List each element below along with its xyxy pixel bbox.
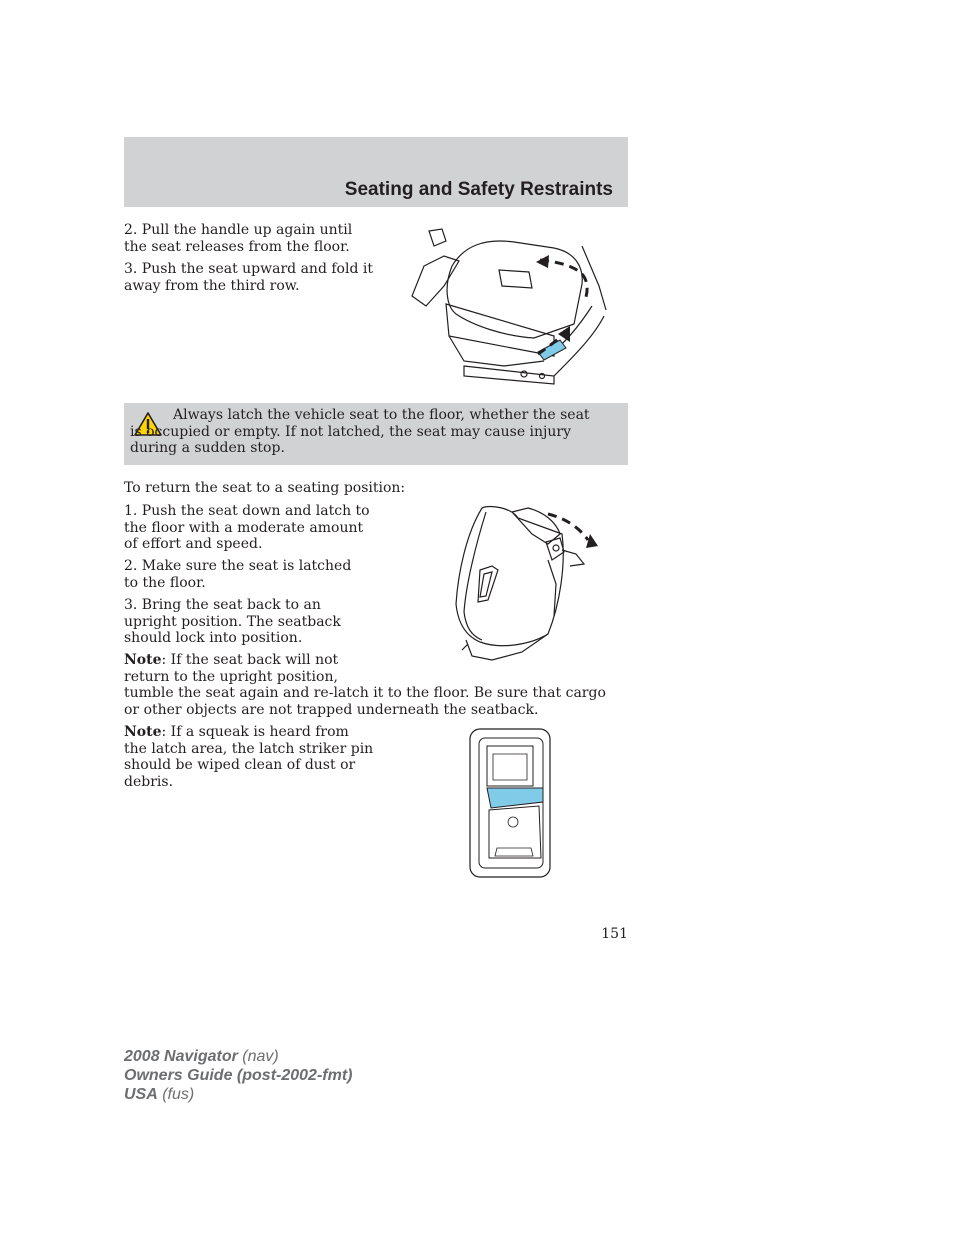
- return-step-1: 1. Push the seat down and latch to the floor with a moderate amount of effort and speed.: [124, 503, 370, 552]
- latch-striker-illustration: [469, 728, 553, 880]
- note-1-label: Note: [124, 652, 162, 668]
- note-1-text-a: : If the seat back will not return to the upright position,: [124, 652, 339, 685]
- footer-model-code: (nav): [237, 1048, 279, 1065]
- footer-guide: Owners Guide (post-2002-fmt): [124, 1067, 353, 1084]
- warning-text: Always latch the vehicle seat to the floor, whether the seat is occupied or empty. If not latched, the seat may cause injury during a sudden stop.: [130, 407, 590, 456]
- section-header: [124, 137, 628, 207]
- seat-fold-illustration: [404, 226, 610, 386]
- page-number: 151: [601, 926, 628, 942]
- note-1-continuation: tumble the seat again and re-latch it to the floor. Be sure that cargo or other objects are not trapped underneath the seatback.: [124, 685, 606, 718]
- section-title: Seating and Safety Restraints: [344, 179, 613, 200]
- seat-return-illustration: [452, 504, 602, 664]
- note-2: [124, 724, 374, 790]
- document-footer: [124, 1047, 352, 1104]
- warning-box: [124, 403, 628, 465]
- return-step-2: 2. Make sure the seat is latched to the floor.: [124, 558, 352, 591]
- note-2-text: : If a squeak is heard from the latch area, the latch striker pin should be wiped clean of dust or debris.: [124, 724, 374, 790]
- note-1-first-line: [124, 652, 349, 685]
- step-3-fold-seat: 3. Push the seat upward and fold it away from the third row.: [124, 261, 373, 294]
- step-2-pull-handle: 2. Pull the handle up again until the seat releases from the floor.: [124, 222, 353, 255]
- return-step-3: 3. Bring the seat back to an upright position. The seatback should lock into position.: [124, 597, 341, 646]
- footer-model: 2008 Navigator: [124, 1048, 238, 1065]
- return-seat-intro: To return the seat to a seating position:: [124, 480, 406, 496]
- footer-market: USA: [124, 1086, 158, 1103]
- footer-market-code: (fus): [157, 1086, 195, 1103]
- note-2-label: Note: [124, 724, 162, 740]
